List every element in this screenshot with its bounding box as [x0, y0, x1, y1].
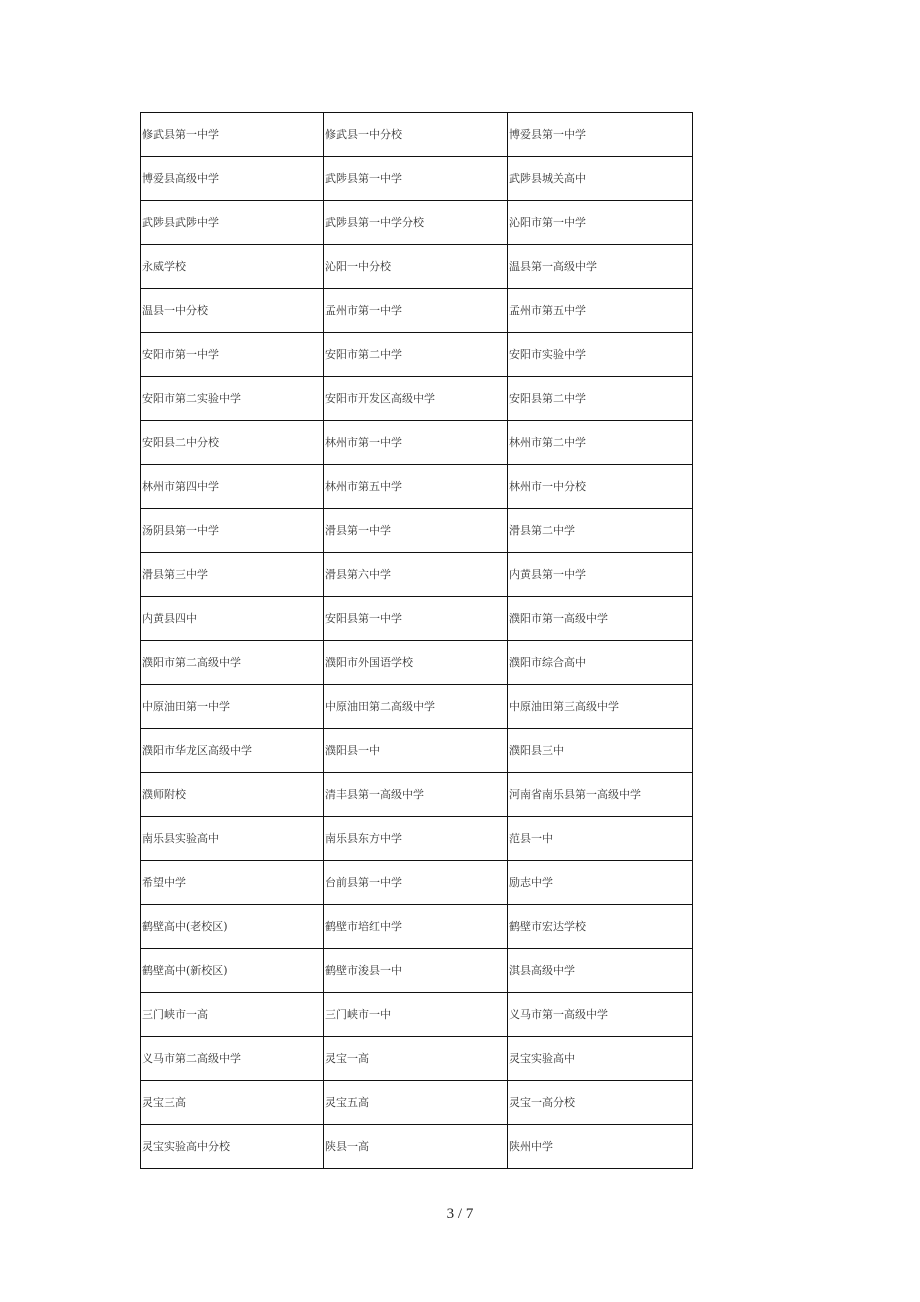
- table-cell: 安阳市第一中学: [141, 333, 324, 377]
- table-cell: 灵宝一高: [324, 1037, 508, 1081]
- table-cell: 灵宝实验高中: [508, 1037, 693, 1081]
- table-cell: 中原油田第三高级中学: [508, 685, 693, 729]
- table-row: [141, 201, 693, 245]
- table-cell: 濮阳市华龙区高级中学: [141, 729, 324, 773]
- table-cell: 武陟县武陟中学: [141, 201, 324, 245]
- table-cell: 武陟县城关高中: [508, 157, 693, 201]
- table-row: [141, 509, 693, 553]
- table-cell: 武陟县第一中学: [324, 157, 508, 201]
- table-cell: 滑县第六中学: [324, 553, 508, 597]
- table-cell: 清丰县第一高级中学: [324, 773, 508, 817]
- table-cell: 沁阳一中分校: [324, 245, 508, 289]
- table-row: [141, 685, 693, 729]
- table-cell: 中原油田第一中学: [141, 685, 324, 729]
- table-cell: 陕州中学: [508, 1125, 693, 1169]
- table-cell: 鹤壁市宏达学校: [508, 905, 693, 949]
- table-cell: 安阳县第一中学: [324, 597, 508, 641]
- table-row: [141, 861, 693, 905]
- table-cell: 三门峡市一中: [324, 993, 508, 1037]
- table-row: [141, 289, 693, 333]
- table-row: [141, 1037, 693, 1081]
- table-cell: 濮阳市综合高中: [508, 641, 693, 685]
- table-row: [141, 245, 693, 289]
- table-row: [141, 817, 693, 861]
- page-number: 3 / 7: [446, 1206, 474, 1222]
- table-cell: 安阳县二中分校: [141, 421, 324, 465]
- table-cell: 滑县第一中学: [324, 509, 508, 553]
- table-cell: 义马市第一高级中学: [508, 993, 693, 1037]
- table-cell: 中原油田第二高级中学: [324, 685, 508, 729]
- table-cell: 义马市第二高级中学: [141, 1037, 324, 1081]
- table-row: [141, 949, 693, 993]
- table-cell: 安阳县第二中学: [508, 377, 693, 421]
- table-cell: 鹤壁高中(老校区): [141, 905, 324, 949]
- school-list-body: [141, 113, 693, 1169]
- table-cell: 南乐县实验高中: [141, 817, 324, 861]
- table-cell: 灵宝一高分校: [508, 1081, 693, 1125]
- table-cell: 台前县第一中学: [324, 861, 508, 905]
- table-row: [141, 597, 693, 641]
- table-cell: 濮阳县一中: [324, 729, 508, 773]
- table-cell: 滑县第二中学: [508, 509, 693, 553]
- table-cell: 濮阳市第二高级中学: [141, 641, 324, 685]
- table-row: [141, 553, 693, 597]
- table-cell: 淇县高级中学: [508, 949, 693, 993]
- table-cell: 修武县一中分校: [324, 113, 508, 157]
- table-cell: 安阳市第二实验中学: [141, 377, 324, 421]
- table-row: [141, 729, 693, 773]
- table-cell: 安阳市实验中学: [508, 333, 693, 377]
- table-cell: 滑县第三中学: [141, 553, 324, 597]
- table-cell: 沁阳市第一中学: [508, 201, 693, 245]
- table-cell: 鹤壁市培红中学: [324, 905, 508, 949]
- table-row: [141, 993, 693, 1037]
- table-cell: 温县一中分校: [141, 289, 324, 333]
- table-row: [141, 421, 693, 465]
- table-cell: 陕县一高: [324, 1125, 508, 1169]
- table-cell: 濮阳市外国语学校: [324, 641, 508, 685]
- table-cell: 内黄县四中: [141, 597, 324, 641]
- table-cell: 河南省南乐县第一高级中学: [508, 773, 693, 817]
- table-cell: 温县第一高级中学: [508, 245, 693, 289]
- table-cell: 汤阴县第一中学: [141, 509, 324, 553]
- table-cell: 安阳市开发区高级中学: [324, 377, 508, 421]
- table-row: [141, 1081, 693, 1125]
- table-cell: 林州市第一中学: [324, 421, 508, 465]
- table-cell: 林州市第四中学: [141, 465, 324, 509]
- table-cell: 三门峡市一高: [141, 993, 324, 1037]
- table-cell: 灵宝实验高中分校: [141, 1125, 324, 1169]
- table-row: [141, 773, 693, 817]
- school-list-table: [140, 112, 693, 1169]
- table-cell: 林州市第五中学: [324, 465, 508, 509]
- table-row: [141, 157, 693, 201]
- table-row: [141, 641, 693, 685]
- table-cell: 希望中学: [141, 861, 324, 905]
- table-cell: 孟州市第五中学: [508, 289, 693, 333]
- table-cell: 鹤壁高中(新校区): [141, 949, 324, 993]
- table-cell: 内黄县第一中学: [508, 553, 693, 597]
- table-cell: 永威学校: [141, 245, 324, 289]
- table-row: [141, 113, 693, 157]
- table-cell: 孟州市第一中学: [324, 289, 508, 333]
- table-cell: 林州市一中分校: [508, 465, 693, 509]
- table-cell: 濮阳市第一高级中学: [508, 597, 693, 641]
- table-row: [141, 377, 693, 421]
- table-cell: 濮师附校: [141, 773, 324, 817]
- table-cell: 修武县第一中学: [141, 113, 324, 157]
- table-cell: 林州市第二中学: [508, 421, 693, 465]
- table-row: [141, 1125, 693, 1169]
- table-row: [141, 905, 693, 949]
- table-cell: 濮阳县三中: [508, 729, 693, 773]
- table-cell: 安阳市第二中学: [324, 333, 508, 377]
- table-cell: 励志中学: [508, 861, 693, 905]
- table-cell: 灵宝五高: [324, 1081, 508, 1125]
- table-cell: 武陟县第一中学分校: [324, 201, 508, 245]
- table-cell: 范县一中: [508, 817, 693, 861]
- table-row: [141, 333, 693, 377]
- table-cell: 灵宝三高: [141, 1081, 324, 1125]
- table-cell: 南乐县东方中学: [324, 817, 508, 861]
- table-cell: 博爱县第一中学: [508, 113, 693, 157]
- table-row: [141, 465, 693, 509]
- table-cell: 鹤壁市浚县一中: [324, 949, 508, 993]
- table-cell: 博爱县高级中学: [141, 157, 324, 201]
